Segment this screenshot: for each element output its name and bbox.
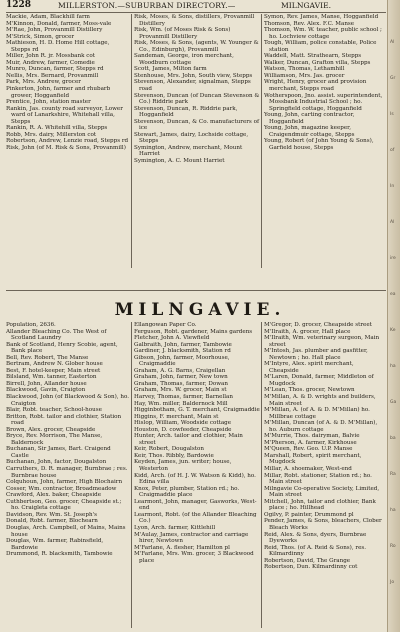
directory-entry: M'Kinnon, Donald, farmer, Moss-vale	[6, 20, 112, 27]
directory-entry: Mackie, Adam, Blackhill farm	[6, 14, 90, 20]
directory-entry: Keir, Robert, Dougalston	[134, 446, 204, 453]
directory-entry: Graham, Thomas, farmer, Dowan	[134, 380, 228, 387]
directory-entry: Learmont, Robt. (of the Allander Bleaching Co.)	[134, 511, 257, 525]
directory-entry: Ferguson, Robt. gardener, Mains gardens	[134, 328, 253, 335]
directory-entry: Houston, D. cowfeeder, Cheapside	[134, 426, 232, 433]
directory-entry: Wright, Henry, grocer and provision merchant, Stepps road	[264, 79, 367, 93]
directory-entry: Young, John, carting contractor, Hogganfield	[264, 112, 355, 125]
directory-entry: Scott, James, Milton farm	[134, 66, 207, 73]
edge-fragment: of	[390, 148, 395, 153]
running-head-right: MILNGAVIE.	[281, 1, 332, 10]
directory-entry: M'Strick, Simon, grocer	[6, 33, 75, 40]
directory-entry: Donald, Robt. farmer, Blochearn	[6, 518, 98, 525]
section-rule	[6, 290, 386, 291]
directory-entry: M'Murrie, Thos. dairyman, Balvie	[264, 433, 360, 440]
directory-entry: M'Ilraith, A. grocer, Hall place	[264, 328, 351, 335]
directory-entry: M'Millan, A. & D. wrights and builders, Main street	[264, 394, 376, 407]
directory-entry: Waddell, Matt. Strathearn, Stepps	[264, 53, 362, 60]
edge-fragment: Ga	[390, 400, 397, 405]
directory-entry: Graham, A. G. Barns, Craigellan	[134, 367, 226, 374]
edge-fragment: Al	[390, 220, 395, 225]
column-divider	[131, 14, 132, 268]
directory-entry: Milngavie Co-operative Society, Limited, Main street	[264, 485, 380, 499]
directory-entry: Fletcher, John A. Viewfield	[134, 335, 210, 342]
edge-fragment: Ke	[390, 328, 396, 333]
directory-entry: Douglas, Arch. Campbell, of Mains, Mains house	[6, 524, 126, 538]
edge-fragment: Is	[390, 112, 394, 117]
directory-entry: M'Rae, John, Provanmill Distillery	[6, 27, 103, 34]
directory-entry: Mathieson, H. D. Home Hill cottage, Stepps rd	[6, 40, 110, 53]
directory-entry: Miller, John R. jr. Mossbank cot	[6, 53, 96, 60]
edge-fragment: ire	[390, 256, 396, 261]
directory-entry: Pender, James, & Sons, bleachers, Clober Bleach Works	[264, 518, 382, 531]
directory-entry: Buchanan, Sir James, Bart. Craigend Castle	[6, 446, 111, 459]
millerston-column-2	[134, 14, 260, 165]
directory-entry: Thomson, Rev. Alex. F.C. Manse	[264, 20, 355, 27]
directory-entry: Symington, Andrew, merchant, Mount Harriet	[134, 144, 243, 158]
directory-entry: Tough, William, police constable, Police station	[264, 40, 377, 53]
directory-entry: Stewart, James, dairy, Lochside cottage, Stepps	[134, 131, 249, 145]
directory-entry: Buchanan, John, factor, Dougalston	[6, 459, 107, 466]
edge-fragment: ea	[390, 292, 396, 297]
directory-entry: Gardiner, J. blacksmith, Station rd	[134, 348, 231, 355]
edge-fragment: ha	[390, 508, 396, 513]
directory-entry: M'Ilraith, Wm. veterinary surgeon, Main street	[264, 335, 380, 348]
directory-entry: Risk, Moses, & Sons, distillers, Provanmill Distillery	[134, 14, 255, 27]
directory-entry: M'Queen, Rev. Geo. U.P. Manse	[264, 446, 353, 453]
header-rule	[6, 12, 386, 13]
directory-entry: Sandeman, George, iron merchant, Woodburn cottage	[134, 53, 234, 66]
edge-fragment: ha	[390, 364, 396, 369]
directory-entry: Graham, John, farmer, New town	[134, 374, 228, 381]
directory-entry: Young, John, magazine keeper, Craigendmuir cottage, Stepps	[264, 125, 355, 138]
directory-entry: M'Lean, Thos. grocer, Newtown	[264, 387, 355, 394]
directory-entry: Bryce, Rev. Morrison, The Manse, Baldernock	[6, 433, 103, 446]
directory-entry: Risk, John (of M. Risk & Sons, Provanmill)	[6, 144, 126, 151]
directory-entry: Population, 2636.	[6, 322, 56, 328]
milngavie-column-2	[134, 322, 260, 564]
directory-entry: M'Laren, Donald, farmer, Middleton of Mugdock	[264, 374, 374, 387]
edge-fragment: Ro	[390, 544, 396, 549]
directory-entry: Hunter, Arch. tailor and clothier, Main street	[134, 433, 243, 446]
directory-entry: Symon, Rev. James, Manse, Hogganfield	[264, 14, 379, 20]
directory-entry: Munro, Duncan, farmer, Stepps rd	[6, 66, 104, 73]
directory-entry: Blackwood, John (of Blackwood & Son), ho. Craigton	[6, 394, 129, 407]
edge-fragment: ba	[390, 436, 396, 441]
directory-entry: Gibson, John, farmer, Moorhouse, Craigmaddie	[134, 354, 230, 368]
directory-entry: Young, Robert (of John Young & Sons), Garfield house, Stepps	[264, 138, 374, 151]
directory-entry: Drummond, R. blacksmith, Tambowie	[6, 551, 113, 558]
directory-entry: Prentice, John, station master	[6, 99, 91, 106]
edge-fragment: Al	[390, 40, 395, 45]
directory-entry: Carruthers, D. R. manager, Burnbrae ; res. Burnbrae house	[6, 466, 128, 479]
directory-entry: Hislop, William, Woodside cottage	[134, 420, 232, 427]
directory-entry: Stevenson, Alexander, signalman, Stepps road	[134, 79, 251, 93]
directory-entry: M'Farlane, A. flesher, Hamilton pl	[134, 544, 230, 551]
directory-entry: Stevenson, Duncan, R. Riddrie park, Hogganfield	[134, 105, 238, 119]
directory-entry: Bertram, Andrew N. Glober house	[6, 361, 103, 368]
directory-entry: Nellis, Mrs. Bernard, Provanmill	[6, 72, 99, 79]
directory-entry: Wotherspoon, Jno. assist. superintendent, Mossbank Industrial School ; ho. Springfield cottage, Hogganfield	[264, 92, 383, 112]
directory-entry: Risk, Moses, & Sons, (agents, W. Younger & Co., Edinburgh), Provanmill	[134, 40, 259, 53]
directory-entry: Marshall, Robert, spirit merchant, Mugdock	[264, 452, 362, 466]
directory-entry: Millar, A. shoemaker, West-end	[264, 466, 352, 473]
directory-entry: Robertson, David, The Grange	[264, 557, 351, 564]
directory-entry: Birrell, John, Allander house	[6, 380, 87, 387]
directory-entry: M'Aulay, James, contractor and carriage hirer, Newtown	[134, 531, 249, 545]
column-divider	[261, 322, 262, 628]
directory-entry: Learmont, John, manager, Gasworks, West-end	[134, 498, 257, 512]
directory-entry: Reid, Thos. (of A. Reid & Sons), res. Kilmardinny	[264, 544, 367, 558]
directory-entry: Reid, Alex. & Sons, dyers, Burnbrae Dyeworks	[264, 531, 367, 545]
directory-entry: Douglas, Wm. farmer, Rabinsfield, Bardowie	[6, 538, 104, 551]
section-title-milngavie: MILNGAVIE.	[114, 300, 286, 320]
directory-entry: Walker, Duncan, Grafton villa, Stepps	[264, 59, 371, 66]
directory-entry: M'Millan, A. (of A. & D. M'Millan) ho. Millbrae cottage	[264, 407, 370, 420]
directory-entry: Rankin, R. A. Whitehill villa, Stepps	[6, 125, 108, 132]
milngavie-column-3	[264, 322, 384, 571]
directory-entry: Crawford, Alex. baker, Cheapside	[6, 492, 102, 499]
directory-entry: Cosser, Wm. contractor, Broadmeadow	[6, 485, 117, 492]
directory-entry: Keir, Thos. Ribbly, Bardowie	[134, 452, 214, 459]
running-header	[6, 0, 394, 12]
column-divider	[131, 322, 132, 628]
edge-fragment: In	[390, 184, 395, 189]
directory-entry: M'Millan, Duncan (of A. & D. M'Millan), ho. Auburn cottage	[264, 420, 378, 433]
directory-entry: M'Intosh, Jas. plumber and gasfitter, Newtown ; ho. Hall place	[264, 348, 368, 361]
directory-entry: Pinkerton, John, farmer and rhubarb grower, Hogganfield	[6, 86, 111, 99]
directory-entry: Bank of Scotland, Henry Scobie, agent, Bank place	[6, 341, 118, 355]
running-head: MILLERSTON.—SUBURBAN DIRECTORY.—	[58, 1, 236, 10]
directory-entry: Cuthbertson, Geo. grocer, Cheapside st.; ho. Craigleta cottage	[6, 498, 122, 512]
directory-entry: Symington, A. C. Mount Harriet	[134, 158, 225, 165]
directory-entry: Robertson, Dun. Kilmardinny cot	[264, 564, 358, 571]
directory-entry: Risk, Wm. (of Moses Risk & Sons) Provanmill Distillery	[134, 27, 231, 40]
page-number: 1228	[6, 0, 32, 10]
directory-entry: Knox, Peter, plumber, Station rd.; ho. Craigmaddie place	[134, 485, 240, 499]
directory-entry: Colquhoun, John, farmer, High Blochairn	[6, 479, 123, 486]
directory-entry: Keyden, James, jun. writer; house, Westerton	[134, 459, 232, 473]
directory-entry: Britton, Robt. tailor and clothier, Station road	[6, 413, 122, 427]
column-divider	[261, 14, 262, 268]
directory-entry: Mitchell, John, tailor and clothier, Bank place ; ho. Hillhead	[264, 498, 376, 512]
directory-entry: Best, F. hotel-keeper, Main street	[6, 367, 101, 374]
directory-entry: M'Farlane, Mrs. Wm. grocer, 3 Blackwood place	[134, 551, 254, 564]
directory-entry: Robb, Mrs. dairy, Millerston cot	[6, 131, 97, 138]
directory-entry: M'Intyre, Alex. spirit merchant, Cheapside	[264, 361, 354, 374]
directory-entry: M'Pherson, A. farmer, Kirkhouse	[264, 439, 357, 446]
edge-fragment: Ra	[390, 472, 396, 477]
edge-fragment: Jo	[390, 580, 395, 585]
millerston-column-1	[6, 14, 130, 151]
directory-entry: Park, Mrs. Andrew, grocer	[6, 79, 81, 86]
milngavie-column-1	[6, 322, 130, 558]
directory-entry: Galbraith, John, farmer, Tambowie	[134, 341, 232, 348]
directory-entry: Muir, Andrew, farmer, Comedie	[6, 59, 95, 66]
directory-entry: Watson, Thomas, Lethamhill	[264, 66, 345, 73]
edge-fragment: Gr	[390, 76, 396, 81]
adjacent-page-edge	[387, 0, 400, 632]
directory-entry: Harvey, Thomas, farmer, Barnellan	[134, 394, 233, 401]
directory-entry: Davidson, Rev. Wm. St. Joseph's	[6, 511, 97, 518]
directory-entry: Millar, Robt. stationer, Station rd.; ho. Main street	[264, 472, 372, 486]
directory-entry: Stevenson, Duncan, & Co. manufacturers of ice	[134, 118, 260, 132]
directory-entry: Ogilvy, P. painter, Drummond pl	[264, 511, 354, 518]
millerston-column-3	[264, 14, 384, 151]
directory-entry: Brown, Alex. grocer, Cheapside	[6, 426, 96, 433]
directory-entry: Bilsland, Wm. tanner, Easterton	[6, 374, 97, 381]
directory-entry: Stevenson, Duncan (of Duncan Stevenson & Co.) Riddrie park	[134, 92, 260, 106]
directory-entry: Higgins, F. merchant, Main st	[134, 413, 219, 420]
directory-entry: Kidd, Arch. (of H. J. W. Watson & Kidd), ho. Edina villa	[134, 472, 256, 486]
directory-entry: Graham, Mrs. W. grocer, Main st	[134, 387, 227, 394]
directory-entry: Hay, Wm. miller, Baldernock Mill	[134, 400, 228, 407]
directory-entry: Thomson, Wm. W. teacher, public school ; ho. Lochview cottage	[264, 27, 382, 40]
directory-entry: Robertson, Andrew, Lenzie road, Stepps rd	[6, 138, 129, 145]
directory-entry: Rankin, Jas. county road surveyor, Lower ward of Lanarkshire, Whitehall villa, Stepps	[6, 105, 123, 125]
directory-entry: Blair, Robt. teacher, School-house	[6, 407, 102, 414]
directory-entry: Allander Bleaching Co. The West of Scotland Laundry	[6, 328, 107, 342]
directory-entry: M'Gregor, D. grocer, Cheapside street	[264, 322, 372, 328]
directory-entry: Bell, Rev. Robert, The Manse	[6, 354, 89, 361]
directory-entry: Lyon, Arch. farmer, Kittlehill	[134, 524, 216, 531]
directory-entry: Williamson, Mrs. Jas. grocer	[264, 72, 345, 79]
directory-entry: Higginbotham, G. T. merchant, Craigmaddie	[134, 407, 260, 414]
directory-entry: Blackwood, Gavin, Craigton	[6, 387, 86, 394]
directory-entry: Stenhouse, Mrs. John, South view, Stepps	[134, 72, 253, 79]
directory-entry: Ellangowan Paper Co.	[134, 322, 197, 328]
